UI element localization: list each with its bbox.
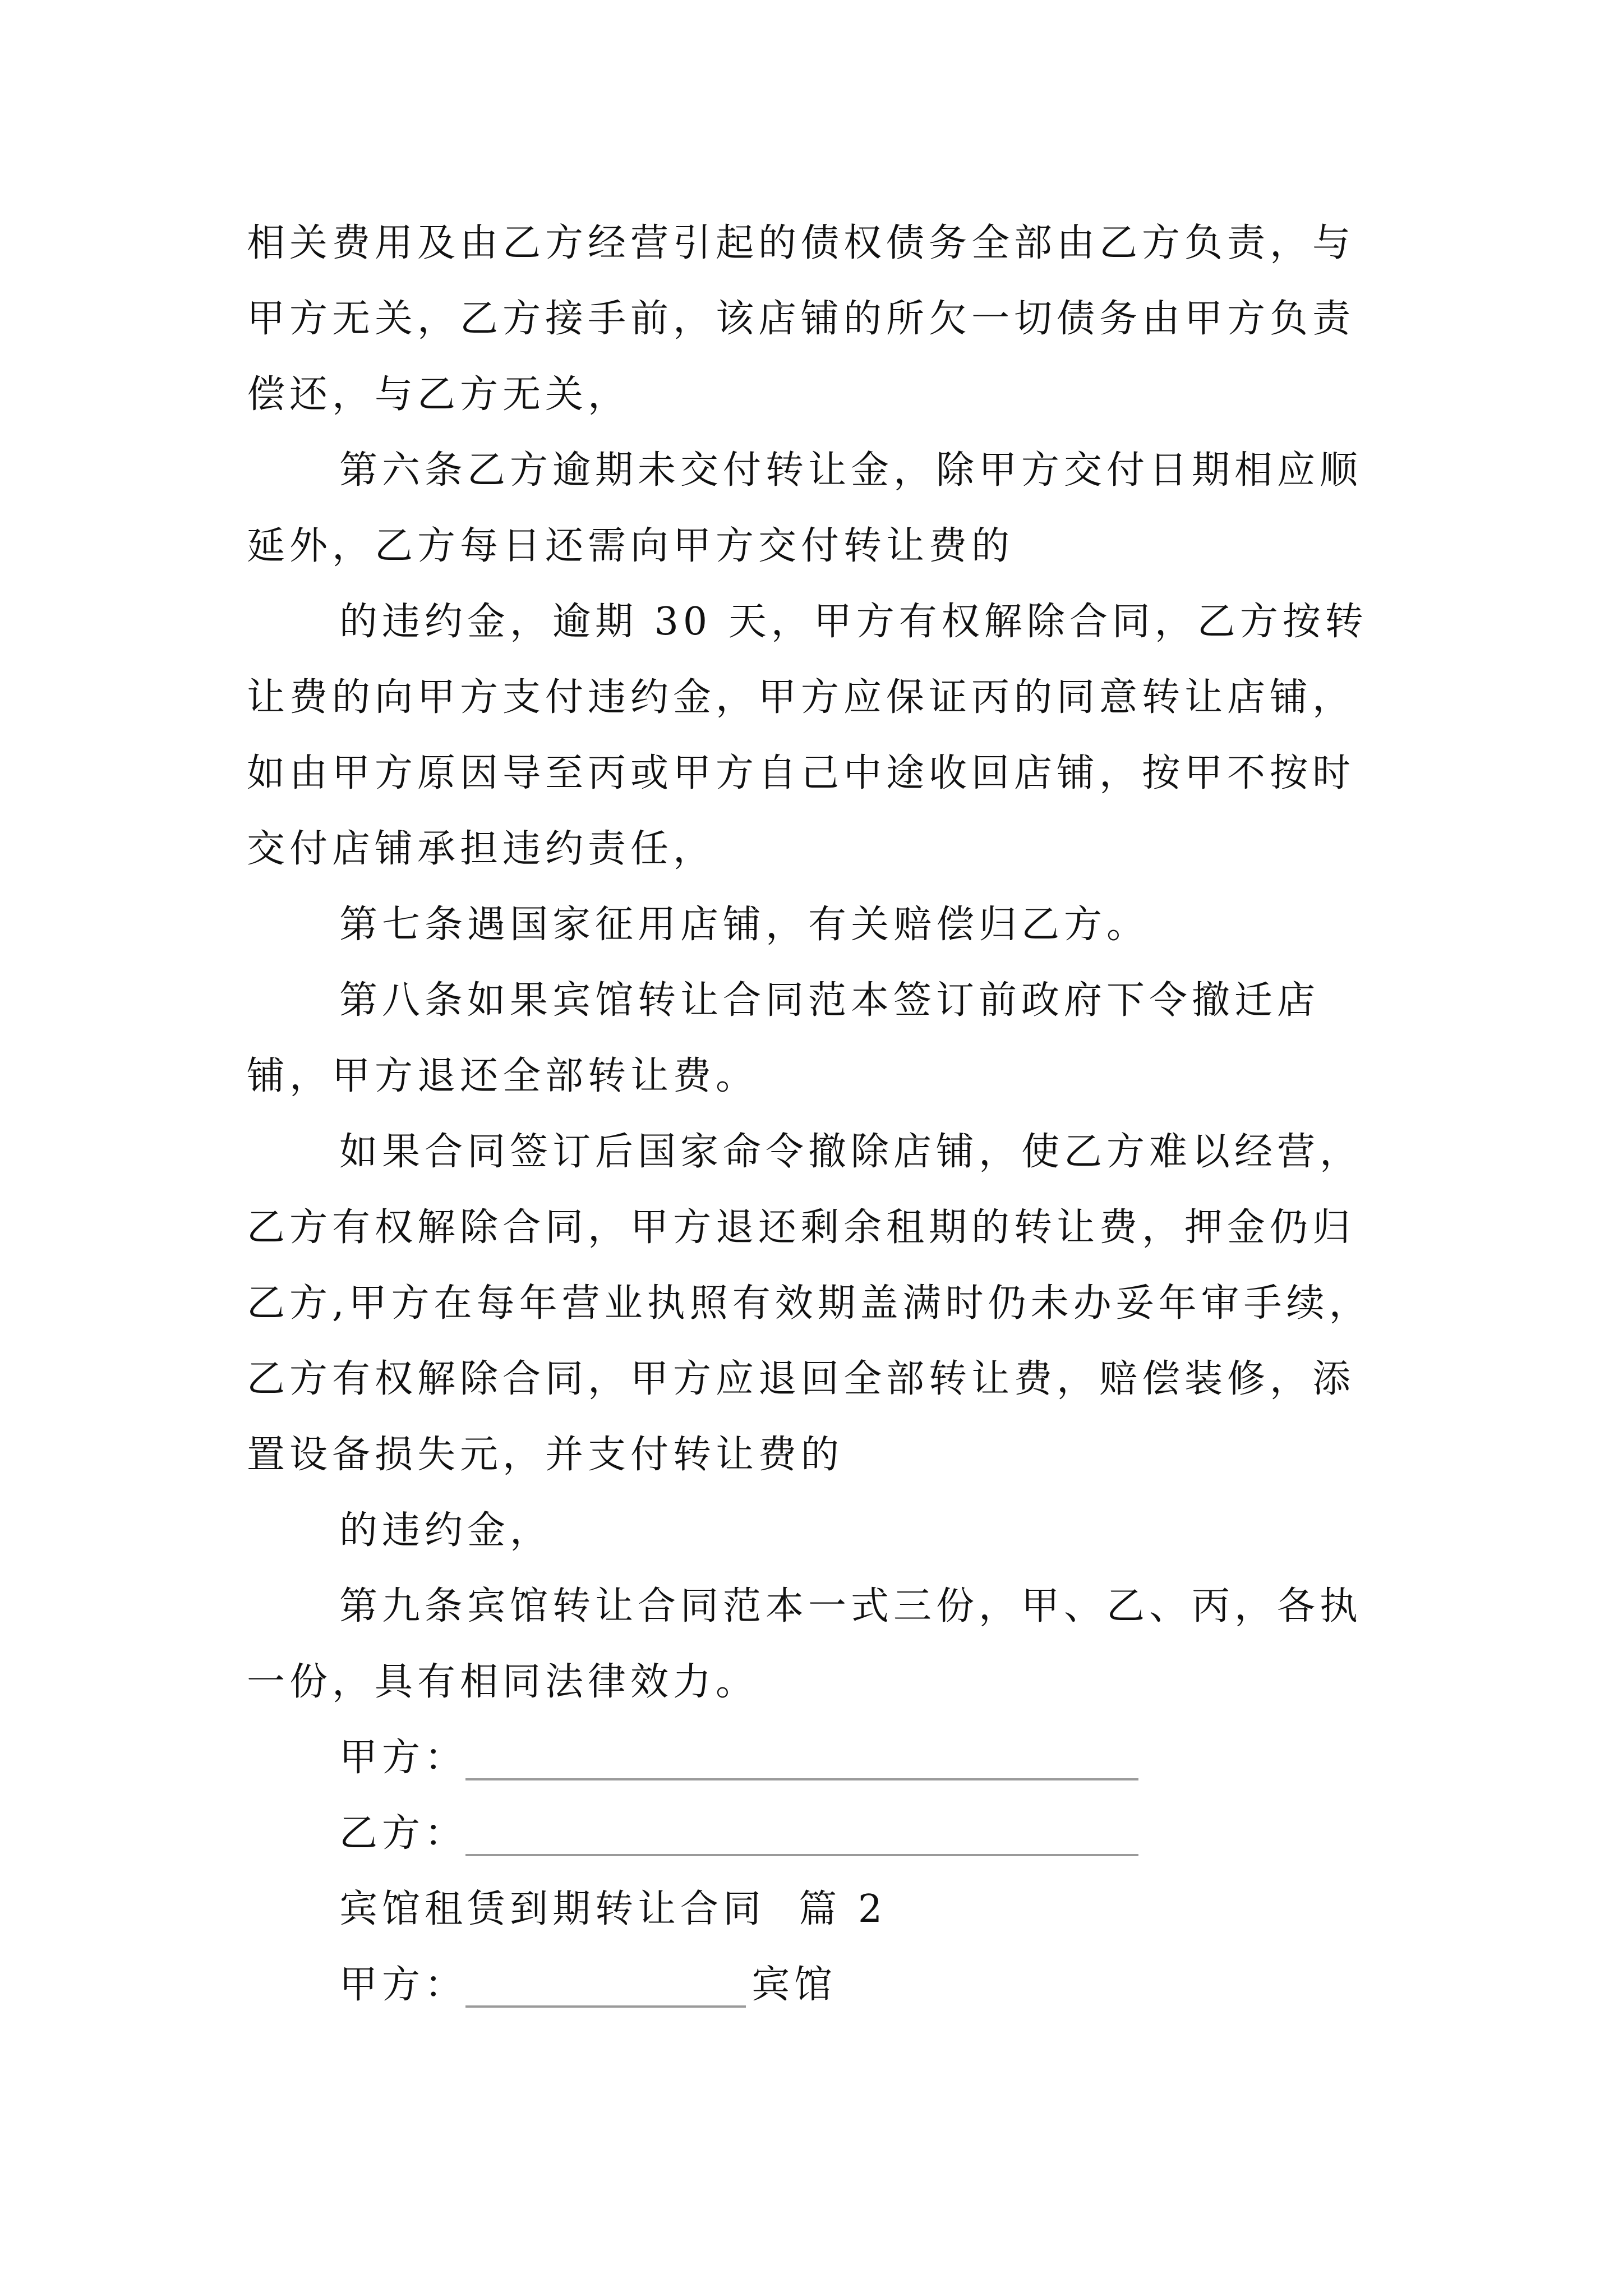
paragraph-line: 第九条宾馆转让合同范本一式三份，甲、乙、丙，各执 xyxy=(339,1584,1363,1628)
paragraph-line: 铺，甲方退还全部转让费。 xyxy=(247,1054,759,1098)
paragraph-line: 置设备损失元，并支付转让费的 xyxy=(247,1433,844,1477)
paragraph-line: 的违约金， xyxy=(339,1508,553,1553)
paragraph-line: 相关费用及由乙方经营引起的债权债务全部由乙方负责，与 xyxy=(247,221,1355,265)
paragraph-line: 甲方无关，乙方接手前，该店铺的所欠一切债务由甲方负责 xyxy=(247,297,1355,341)
paragraph-line: 第八条如果宾馆转让合同范本签订前政府下令撤迁店 xyxy=(339,978,1320,1023)
paragraph-line: 一份，具有相同法律效力。 xyxy=(247,1660,759,1704)
section-title: 宾馆租赁到期转让合同 篇 2 xyxy=(339,1887,887,1931)
party-a-label: 甲方： xyxy=(339,1736,468,1780)
section2-party-a-label: 甲方： xyxy=(339,1963,468,2007)
section2-party-a-suffix: 宾馆 xyxy=(751,1963,837,2007)
party-b-signature-field[interactable] xyxy=(465,1854,1138,1856)
paragraph-line: 延外，乙方每日还需向甲方交付转让费的 xyxy=(247,524,1015,568)
paragraph-line: 第七条遇国家征用店铺，有关赔偿归乙方。 xyxy=(339,903,1150,947)
paragraph-line: 的违约金，逾期 30 天，甲方有权解除合同，乙方按转 xyxy=(339,600,1368,644)
paragraph-line: 如由甲方原因导至丙或甲方自己中途收回店铺，按甲不按时 xyxy=(247,751,1355,795)
paragraph-line: 乙方有权解除合同，甲方退还剩余租期的转让费，押金仍归 xyxy=(247,1205,1355,1250)
paragraph-line: 第六条乙方逾期未交付转让金，除甲方交付日期相应顺 xyxy=(339,448,1363,493)
paragraph-line: 乙方有权解除合同，甲方应退回全部转让费，赔偿装修，添 xyxy=(247,1357,1355,1401)
section2-party-a-name-field[interactable] xyxy=(465,2005,746,2008)
paragraph-line: 交付店铺承担违约责任， xyxy=(247,827,716,871)
paragraph-line: 乙方,甲方在每年营业执照有效期盖满时仍未办妥年审手续， xyxy=(247,1281,1372,1326)
paragraph-line: 偿还，与乙方无关， xyxy=(247,372,631,417)
party-b-label: 乙方： xyxy=(339,1811,468,1856)
paragraph-line: 让费的向甲方支付违约金，甲方应保证丙的同意转让店铺， xyxy=(247,675,1355,720)
party-a-signature-field[interactable] xyxy=(465,1778,1138,1780)
paragraph-line: 如果合同签订后国家命令撤除店铺，使乙方难以经营， xyxy=(339,1130,1363,1174)
